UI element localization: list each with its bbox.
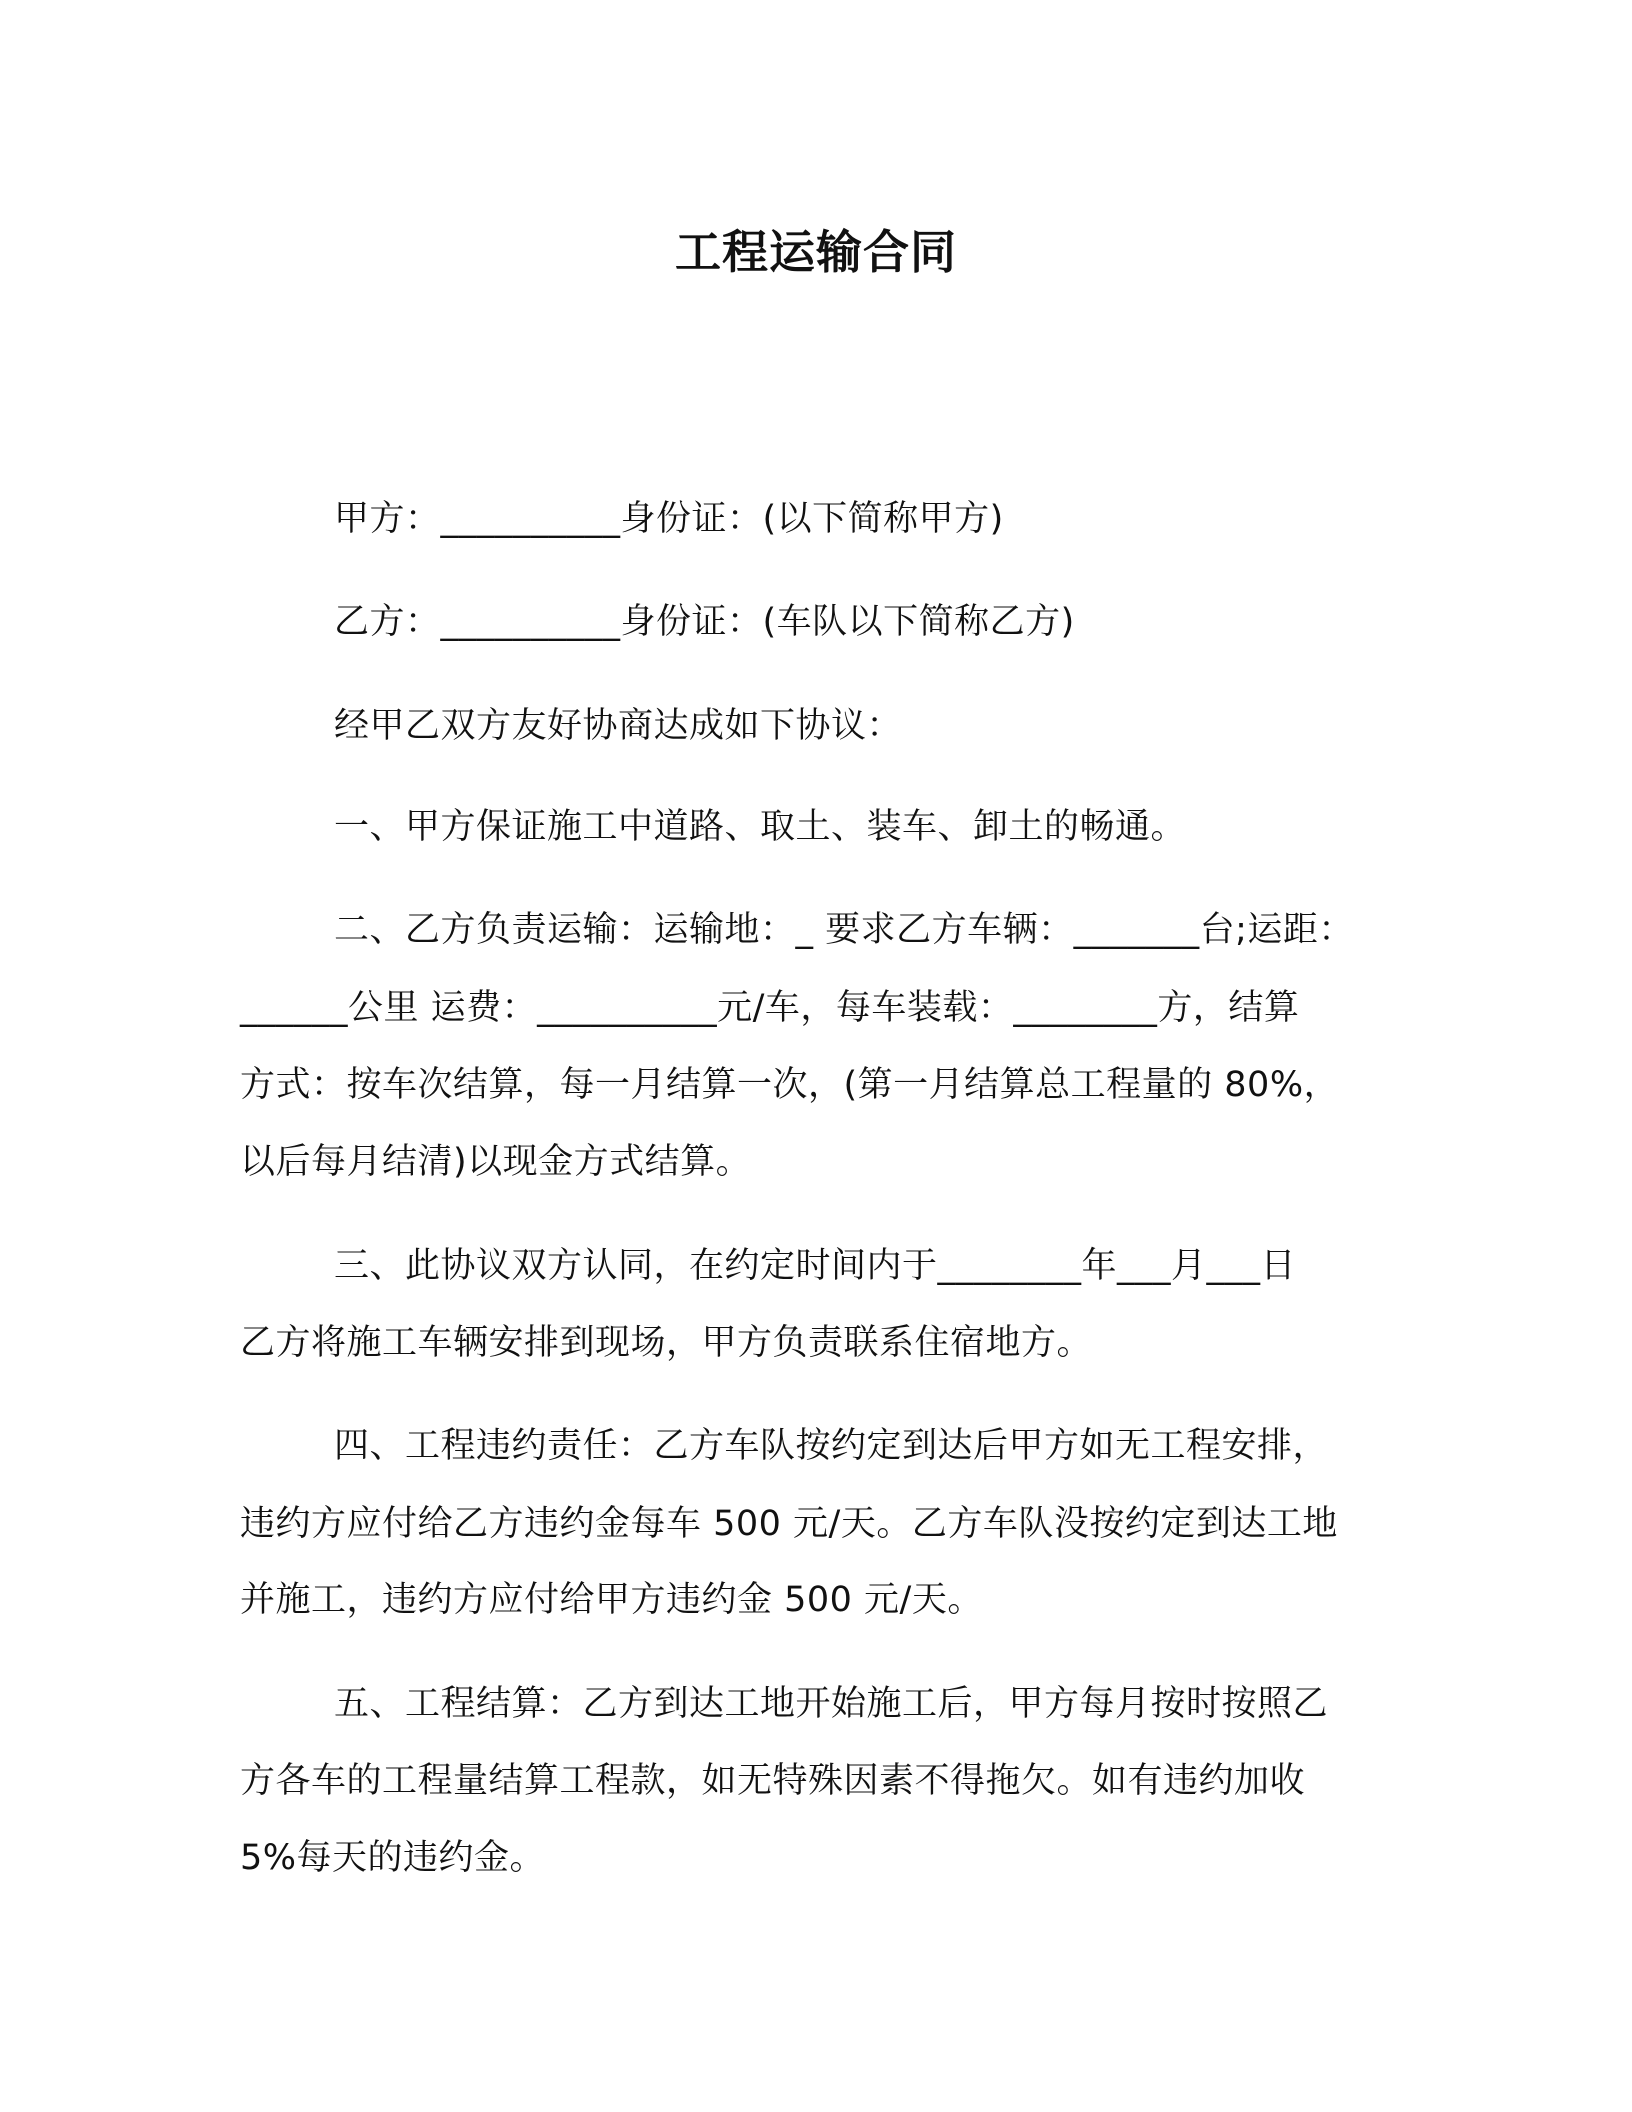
clause-5-line-3: 5%每天的违约金。 bbox=[240, 1838, 546, 1878]
party-b-line: 乙方：__________身份证：(车队以下简称乙方) bbox=[334, 602, 1075, 642]
agreement-intro: 经甲乙双方友好协商达成如下协议： bbox=[334, 706, 903, 746]
clause-3-line-2: 乙方将施工车辆安排到现场，甲方负责联系住宿地方。 bbox=[240, 1323, 1093, 1363]
clause-2-line-2: ______公里 运费：__________元/车，每车装载：________方，结算 bbox=[240, 988, 1300, 1028]
document-title: 工程运输合同 bbox=[675, 225, 957, 279]
clause-1-line: 一、甲方保证施工中道路、取土、装车、卸土的畅通。 bbox=[334, 807, 1187, 847]
clause-5-line-1: 五、工程结算：乙方到达工地开始施工后，甲方每月按时按照乙 bbox=[334, 1684, 1329, 1724]
clause-2-line-1: 二、乙方负责运输：运输地：_ 要求乙方车辆：_______台;运距： bbox=[334, 910, 1354, 950]
clause-4-line-3: 并施工，违约方应付给甲方违约金 500 元/天。 bbox=[240, 1580, 983, 1620]
clause-2-line-3: 方式：按车次结算，每一月结算一次，(第一月结算总工程量的 80%， bbox=[240, 1065, 1340, 1105]
clause-3-line-1: 三、此协议双方认同，在约定时间内于________年___月___日 bbox=[334, 1246, 1297, 1286]
clause-2-line-4: 以后每月结清)以现金方式结算。 bbox=[240, 1142, 752, 1182]
clause-4-line-2: 违约方应付给乙方违约金每车 500 元/天。乙方车队没按约定到达工地 bbox=[240, 1504, 1338, 1544]
clause-5-line-2: 方各车的工程量结算工程款，如无特殊因素不得拖欠。如有违约加收 bbox=[240, 1761, 1306, 1801]
clause-4-line-1: 四、工程违约责任：乙方车队按约定到达后甲方如无工程安排， bbox=[334, 1426, 1329, 1466]
party-a-line: 甲方：__________身份证：(以下简称甲方) bbox=[334, 499, 1004, 539]
